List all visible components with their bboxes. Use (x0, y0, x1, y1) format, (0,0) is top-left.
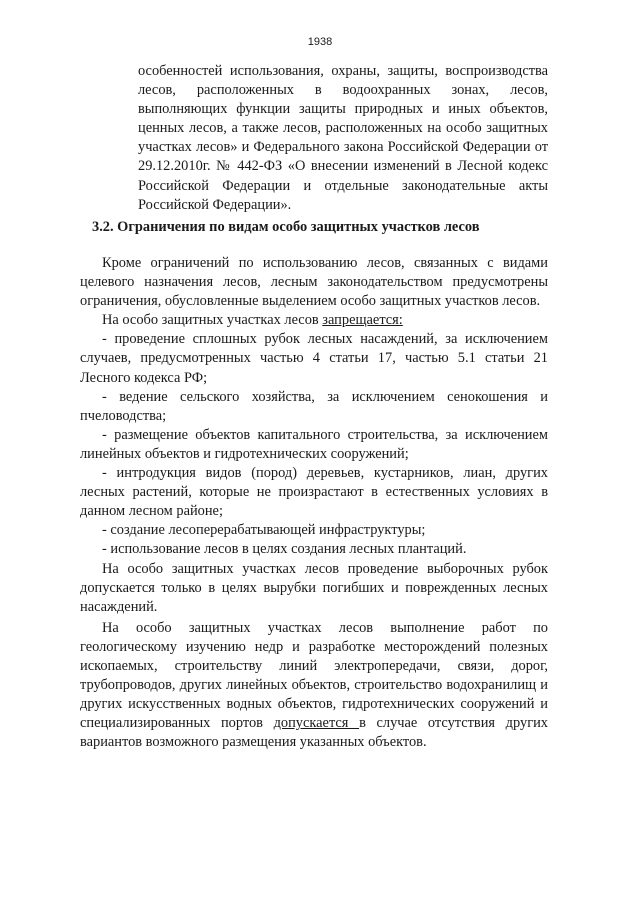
paragraph-prohibited (80, 311, 548, 330)
list-item: - проведение сплошных рубок лесных насаждений, за исключением случаев, предусмотренных частью 4 статьи 17, частью 5.1 статьи 21 Лесного кодекса РФ; (80, 331, 548, 386)
paragraph-selective-cutting: На особо защитных участках лесов проведение выборочных рубок допускается только в целях вырубки погибших и поврежденных лесных насаждений. (80, 560, 548, 615)
permitted-works-lead: На особо защитных участках лесов выполнение работ по геологическому изучению недр и разработке месторождений полезных ископаемых, строительству линий электропередачи, связи, дорог, трубопроводов, других линейных объектов, строительство водохранилищ и других искусственных водных объектов, гидротехнических сооружений и специализированных портов (80, 619, 548, 732)
list-item: - интродукция видов (пород) деревьев, кустарников, лиан, других лесных растений, которые не произрастают в естественных условиях в данном лесном районе; (80, 465, 548, 520)
list-item: - ведение сельского хозяйства, за исключением сенокошения и пчеловодства; (80, 388, 548, 424)
paragraph-permitted-works (80, 619, 548, 753)
list-item: - создание лесоперерабатывающей инфраструктуры; (102, 522, 426, 539)
permitted-keyword: допускается (273, 715, 360, 732)
section-body (80, 254, 548, 752)
permitted-works-tail: в случае отсутствия других вариантов возможного размещения указанных объектов. (80, 715, 548, 751)
section-heading: 3.2. Ограничения по видам особо защитных участков лесов (92, 219, 480, 235)
list-item: - использование лесов в целях создания лесных плантаций. (102, 541, 467, 558)
page-number: 1938 (307, 36, 333, 48)
continuation-paragraph: особенностей использования, охраны, защиты, воспроизводства лесов, расположенных в водоохранных зонах, лесов, выполняющих функции защиты природных и иных объектов, ценных лесов, а также лесов, расположенных на особо защитных участках лесов» и Федерального закона Российской Федерации от 29.12.2010г. № 442-ФЗ «О внесении изменений в Лесной кодекс Российской Федерации и отдельные законодательные акты Российской Федерации». (138, 63, 548, 213)
prohibited-lead: На особо защитных участках лесов (102, 312, 323, 329)
paragraph-intro: Кроме ограничений по использованию лесов, связанных с видами целевого назначения лесов, лесным законодательством предусмотрены ограничения, обусловленные выделением особо защитных участков лесов. (80, 255, 548, 310)
continuation-block (138, 62, 548, 215)
list-item: - размещение объектов капитального строительства, за исключением линейных объектов и гидротехнических сооружений; (80, 426, 548, 462)
prohibited-keyword: запрещается: (322, 312, 403, 329)
